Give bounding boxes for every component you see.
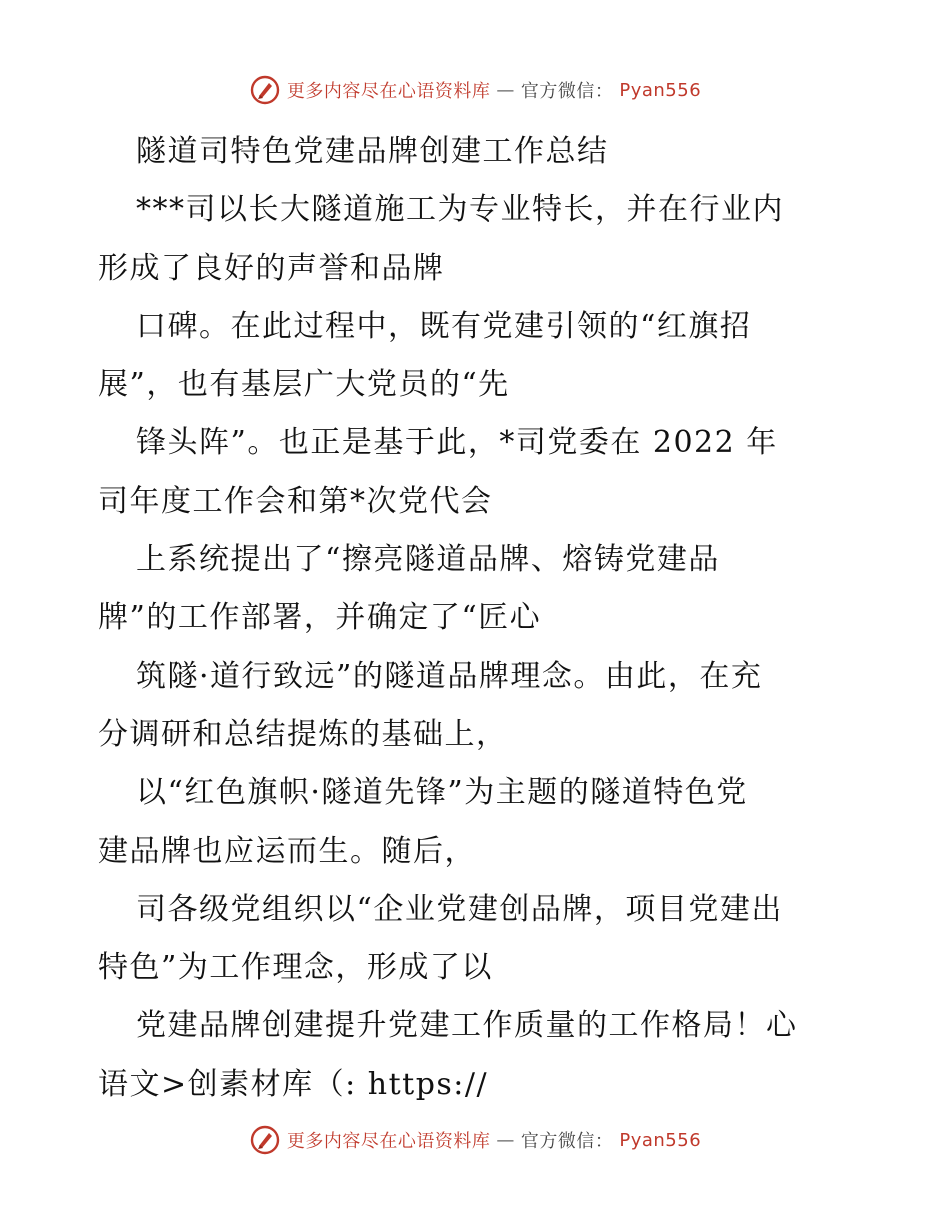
text-line: 语文>创素材库（: https://	[98, 1066, 489, 1102]
text-line: 建品牌也应运而生。随后，	[98, 833, 476, 869]
watermark-banner-top	[0, 70, 950, 110]
watermark-separator: —	[496, 1129, 515, 1151]
text-line: 以“红色旗帜·隧道先锋”为主题的隧道特色党	[136, 775, 748, 811]
pen-seal-icon	[249, 74, 281, 106]
watermark-wechat-label: 官方微信：	[520, 1131, 614, 1152]
text-line: 上系统提出了“擦亮隧道品牌、熔铸党建品	[136, 542, 720, 578]
watermark-separator: —	[496, 79, 515, 101]
text-line: ***司以长大隧道施工为专业特长，并在行业内	[136, 192, 784, 228]
watermark-wechat-id: Pyan556	[619, 1129, 702, 1151]
text-line: 司各级党组织以“企业党建创品牌，项目党建出	[136, 891, 783, 927]
text-line: 筑隧·道行致远”的隧道品牌理念。由此，在充	[136, 658, 763, 694]
watermark-banner-bottom	[0, 1120, 950, 1160]
text-line: 党建品牌创建提升党建工作质量的工作格局！心	[136, 1008, 798, 1044]
text-line: 司年度工作会和第*次党代会	[98, 483, 493, 519]
text-line: 口碑。在此过程中，既有党建引领的“红旗招	[136, 308, 752, 344]
text-line: 特色”为工作理念，形成了以	[98, 950, 493, 986]
document-title: 隧道司特色党建品牌创建工作总结	[136, 134, 609, 169]
text-line: 锋头阵”。也正是基于此，*司党委在 2022 年	[136, 425, 778, 461]
text-line: 展”，也有基层广大党员的“先	[98, 367, 510, 403]
text-line: 形成了良好的声誉和品牌	[98, 250, 445, 286]
text-line: 分调研和总结提炼的基础上，	[98, 716, 508, 752]
text-line: 牌”的工作部署，并确定了“匠心	[98, 600, 542, 636]
document-body	[98, 123, 858, 1114]
pen-seal-icon	[249, 1124, 281, 1156]
watermark-wechat-label: 官方微信：	[520, 81, 614, 102]
watermark-prefix: 更多内容尽在心语资料库	[286, 1131, 491, 1152]
watermark-prefix: 更多内容尽在心语资料库	[286, 81, 491, 102]
watermark-wechat-id: Pyan556	[619, 79, 702, 101]
